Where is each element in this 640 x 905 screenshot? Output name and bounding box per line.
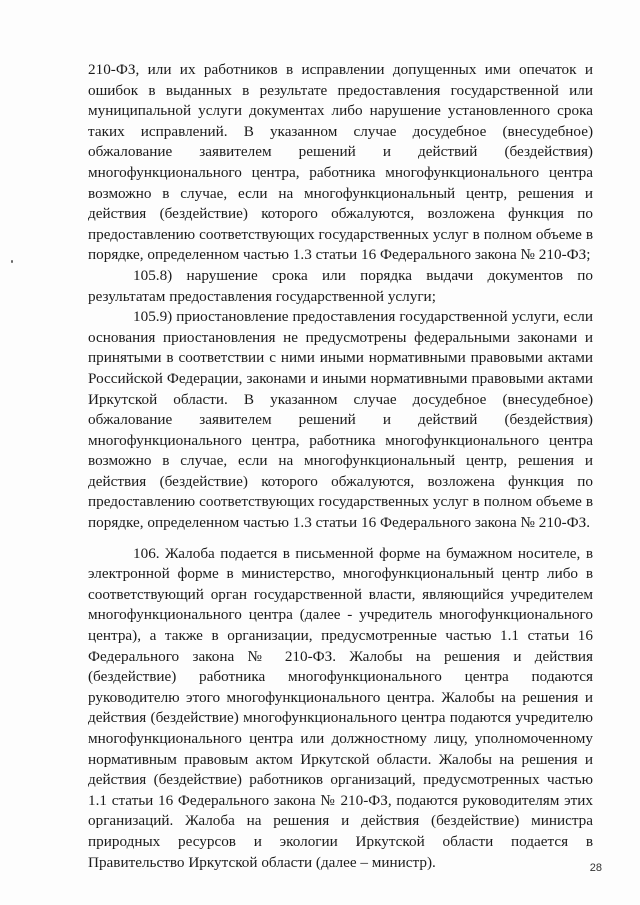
paragraph-105-8: 105.8) нарушение срока или порядка выдачи документов по результатам предоставления государственной услуги;: [88, 266, 593, 305]
scan-artifact-dot: [11, 260, 13, 263]
paragraph-105-9: 105.9) приостановление предоставления государственной услуги, если основания приостановления не предусмотрены федеральными законами и принятыми в соответствии с ними иными нормативными правовыми актами Российской Федерации, законами и иными нормативными правовыми актами Иркутской области. В указанном случае досудебное (внесудебное) обжалование заявителем решений и действий (бездействия) многофункционального центра, работника многофункционального центра возможно в случае, если на многофункциональный центр, решения и действия (бездействие) которого обжалуются, возложена функция по предоставлению соответствующих государственных услуг в полном объеме в порядке, определенном частью 1.3 статьи 16 Федерального закона № 210-ФЗ.: [88, 308, 593, 532]
page-number: 28: [589, 862, 602, 874]
paragraph-105-7-continuation: 210-ФЗ, или их работников в исправлении допущенных ими опечаток и ошибок в выданных в результате предоставления государственной или муниципальной услуги документах либо нарушение установленного срока таких исправлений. В указанном случае досудебное (внесудебное) обжалование заявителем решений и действий (бездействия) многофункционального центра, работника многофункционального центра возможно в случае, если на многофункциональный центр, решения и действия (бездействие) которого обжалуются, возложена функция по предоставлению соответствующих государственных услуг в полном объеме в порядке, определенном частью 1.3 статьи 16 Федерального закона № 210-ФЗ;: [88, 61, 593, 264]
document-body: [88, 60, 593, 873]
paragraph-106: 106. Жалоба подается в письменной форме на бумажном носителе, в электронной форме в министерство, многофункциональный центр либо в соответствующий орган государственной власти, являющийся учредителем многофункционального центра (далее - учредитель многофункционального центра), а также в организации, предусмотренные частью 1.1 статьи 16 Федерального закона № 210-ФЗ. Жалобы на решения и действия (бездействие) работника многофункционального центра подаются руководителю этого многофункционального центра. Жалобы на решения и действия (бездействие) многофункционального центра подаются учредителю многофункционального центра или должностному лицу, уполномоченному нормативным правовым актом Иркутской области. Жалобы на решения и действия (бездействие) работников организаций, предусмотренных частью 1.1 статьи 16 Федерального закона № 210-ФЗ, подаются руководителям этих организаций. Жалоба на решения и действия (бездействие) министра природных ресурсов и экологии Иркутской области подается в Правительство Иркутской области (далее – министр).: [88, 544, 593, 871]
